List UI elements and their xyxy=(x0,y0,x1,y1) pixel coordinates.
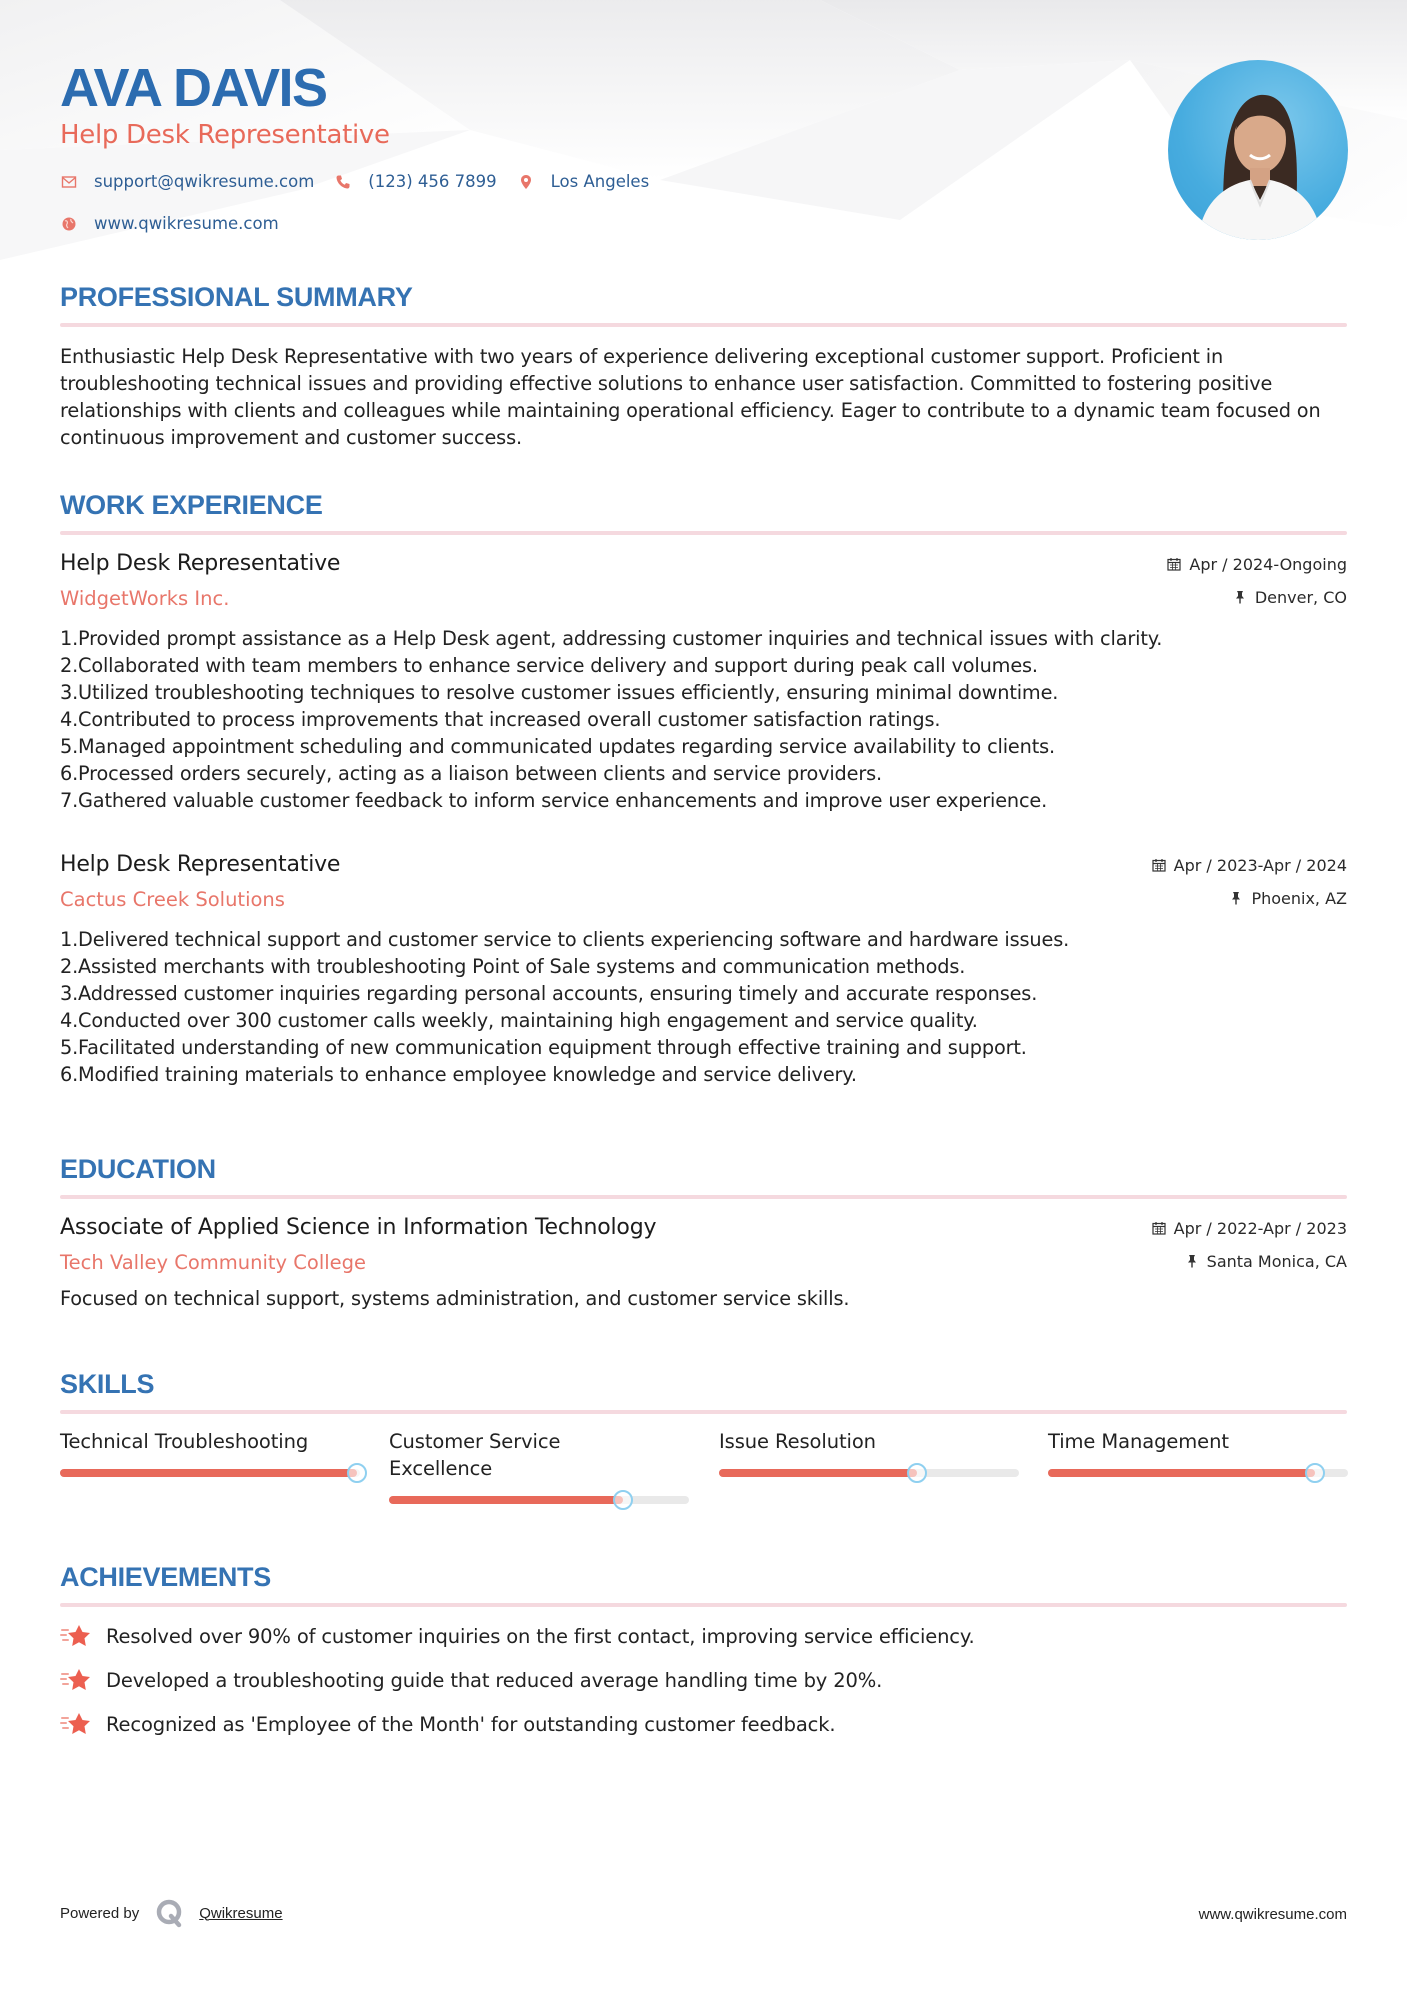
bullet-item: 6. Processed orders securely, acting as a liaison between clients and service providers. xyxy=(60,762,883,785)
bullet-item: 4. Conducted over 300 customer calls weekly, maintaining high engagement and service quality. xyxy=(60,1009,978,1032)
map-pin-icon xyxy=(517,173,535,191)
achievement-text: Developed a troubleshooting guide that reduced average handling time by 20%. xyxy=(106,1668,883,1692)
job-bullets xyxy=(60,926,1347,1088)
section-title: EDUCATION xyxy=(60,1154,216,1184)
avatar xyxy=(1168,60,1348,240)
qwikresume-logo-icon xyxy=(155,1898,185,1928)
achievement-item xyxy=(60,1621,1347,1651)
section-summary xyxy=(60,281,1347,327)
skill-item xyxy=(389,1428,689,1504)
achievement-text: Resolved over 90% of customer inquiries on the first contact, improving service efficiency. xyxy=(106,1624,975,1648)
job-location xyxy=(1167,586,1347,608)
education-meta xyxy=(1152,1217,1347,1272)
bullet-item: 6. Modified training materials to enhance employee knowledge and service delivery. xyxy=(60,1063,857,1086)
skill-bar xyxy=(60,1469,360,1477)
location-text: Los Angeles xyxy=(550,172,650,191)
contact-row-2 xyxy=(60,214,299,233)
candidate-name: AVA DAVIS xyxy=(60,58,327,118)
section-title: SKILLS xyxy=(60,1369,155,1399)
contact-row xyxy=(60,172,669,191)
section-work-experience xyxy=(60,489,1347,535)
section-skills xyxy=(60,1368,1347,1414)
contact-location xyxy=(517,172,650,191)
job-meta xyxy=(1152,854,1347,909)
bullet-item: 5. Facilitated understanding of new communication equipment through effective training and support. xyxy=(60,1036,1027,1059)
bullet-item: 5. Managed appointment scheduling and communicated updates regarding service availability to clients. xyxy=(60,735,1055,758)
section-title: PROFESSIONAL SUMMARY xyxy=(60,282,413,312)
calendar-icon xyxy=(1167,556,1181,572)
contact-email[interactable] xyxy=(60,172,314,191)
job-entry xyxy=(60,550,1347,814)
section-title: WORK EXPERIENCE xyxy=(60,490,323,520)
job-role: Help Desk Representative xyxy=(60,852,341,877)
skill-item xyxy=(60,1428,360,1477)
section-divider xyxy=(60,1603,1347,1607)
achievement-text: Recognized as 'Employee of the Month' for outstanding customer feedback. xyxy=(106,1712,836,1736)
job-bullets xyxy=(60,625,1347,814)
section-achievements xyxy=(60,1561,1347,1607)
section-education xyxy=(60,1153,1347,1199)
skill-label: Time Management xyxy=(1048,1430,1229,1453)
pushpin-icon xyxy=(1229,890,1243,906)
candidate-title: Help Desk Representative xyxy=(60,120,390,150)
skill-bar-knob xyxy=(613,1490,633,1510)
skill-bar xyxy=(1048,1469,1348,1477)
bullet-item: 1. Provided prompt assistance as a Help Desk agent, addressing customer inquiries and technical issues with clarity. xyxy=(60,627,1163,650)
bullet-item: 3. Utilized troubleshooting techniques to resolve customer issues efficiently, ensuring minimal downtime. xyxy=(60,681,1059,704)
job-dates-text: Apr / 2023-Apr / 2024 xyxy=(1173,855,1347,875)
job-entry xyxy=(60,851,1347,1088)
phone-icon xyxy=(334,173,352,191)
skill-bar-fill xyxy=(389,1496,623,1504)
education-entry xyxy=(60,1214,1347,1312)
skill-item xyxy=(1048,1428,1348,1477)
pushpin-icon xyxy=(1185,1253,1199,1269)
job-role: Help Desk Representative xyxy=(60,551,341,576)
education-dates-text: Apr / 2022-Apr / 2023 xyxy=(1173,1218,1347,1238)
qwikresume-link[interactable]: Qwikresume xyxy=(199,1904,283,1922)
phone-text: (123) 456 7899 xyxy=(368,172,497,191)
skill-label: Issue Resolution xyxy=(719,1430,876,1453)
powered-by-label: Powered by xyxy=(60,1904,140,1922)
skill-bar xyxy=(719,1469,1019,1477)
job-company: WidgetWorks Inc. xyxy=(60,587,230,610)
achievement-item xyxy=(60,1665,1347,1695)
bullet-item: 1. Delivered technical support and customer service to clients experiencing software and hardware issues. xyxy=(60,928,1070,951)
education-dates xyxy=(1152,1217,1347,1239)
job-location-text: Denver, CO xyxy=(1254,587,1347,607)
degree: Associate of Applied Science in Information Technology xyxy=(60,1215,657,1240)
pushpin-icon xyxy=(1233,589,1247,605)
education-location xyxy=(1152,1250,1347,1272)
school: Tech Valley Community College xyxy=(60,1251,367,1274)
section-title: ACHIEVEMENTS xyxy=(60,1562,271,1592)
summary-text: Enthusiastic Help Desk Representative with two years of experience delivering exceptional customer support. Proficient in troubleshooting technical issues and providing effective solutions to enhance user satisfaction. Committed to fostering positive relationships with clients and colleagues while maintaining operational efficiency. Eager to contribute to a dynamic team focused on continuous improvement and customer success. xyxy=(60,345,1321,449)
skill-label: Technical Troubleshooting xyxy=(60,1430,309,1453)
bullet-item: 7. Gathered valuable customer feedback to inform service enhancements and improve user experience. xyxy=(60,789,1048,812)
skill-bar-fill xyxy=(719,1469,917,1477)
education-location-text: Santa Monica, CA xyxy=(1206,1251,1347,1271)
section-divider xyxy=(60,1195,1347,1199)
skill-bar-knob xyxy=(1305,1463,1325,1483)
skill-bar-knob xyxy=(347,1463,367,1483)
skill-bar-knob xyxy=(907,1463,927,1483)
job-dates xyxy=(1152,854,1347,876)
achievement-item xyxy=(60,1709,1347,1739)
email-text: support@qwikresume.com xyxy=(94,172,315,191)
star-award-icon xyxy=(60,1622,92,1650)
skill-bar-fill xyxy=(1048,1469,1315,1477)
job-location xyxy=(1152,887,1347,909)
skill-label: Customer Service Excellence xyxy=(389,1430,561,1480)
bullet-item: 2. Assisted merchants with troubleshooting Point of Sale systems and communication methods. xyxy=(60,955,966,978)
job-meta xyxy=(1167,553,1347,608)
website-text: www.qwikresume.com xyxy=(94,214,279,233)
job-company: Cactus Creek Solutions xyxy=(60,888,285,911)
education-description: Focused on technical support, systems administration, and customer service skills. xyxy=(60,1287,850,1310)
bullet-item: 4. Contributed to process improvements that increased overall customer satisfaction ratings. xyxy=(60,708,941,731)
contact-website[interactable] xyxy=(60,214,279,233)
calendar-icon xyxy=(1152,1220,1166,1236)
achievements-list xyxy=(60,1621,1347,1753)
job-location-text: Phoenix, AZ xyxy=(1251,888,1347,908)
section-divider xyxy=(60,323,1347,327)
bullet-item: 2. Collaborated with team members to enhance service delivery and support during peak call volumes. xyxy=(60,654,1038,677)
calendar-icon xyxy=(1152,857,1166,873)
skill-bar xyxy=(389,1496,689,1504)
footer-powered-by xyxy=(60,1898,283,1928)
section-divider xyxy=(60,1410,1347,1414)
star-award-icon xyxy=(60,1666,92,1694)
globe-icon xyxy=(60,215,78,233)
contact-phone[interactable] xyxy=(334,172,496,191)
section-divider xyxy=(60,531,1347,535)
skill-item xyxy=(719,1428,1019,1477)
bullet-item: 3. Addressed customer inquiries regarding personal accounts, ensuring timely and accurate responses. xyxy=(60,982,1038,1005)
envelope-icon xyxy=(60,173,78,191)
job-dates xyxy=(1167,553,1347,575)
skill-bar-fill xyxy=(60,1469,357,1477)
resume-page xyxy=(60,0,1347,1990)
star-award-icon xyxy=(60,1710,92,1738)
job-dates-text: Apr / 2024-Ongoing xyxy=(1189,554,1347,574)
footer-website[interactable]: www.qwikresume.com xyxy=(1198,1906,1347,1923)
